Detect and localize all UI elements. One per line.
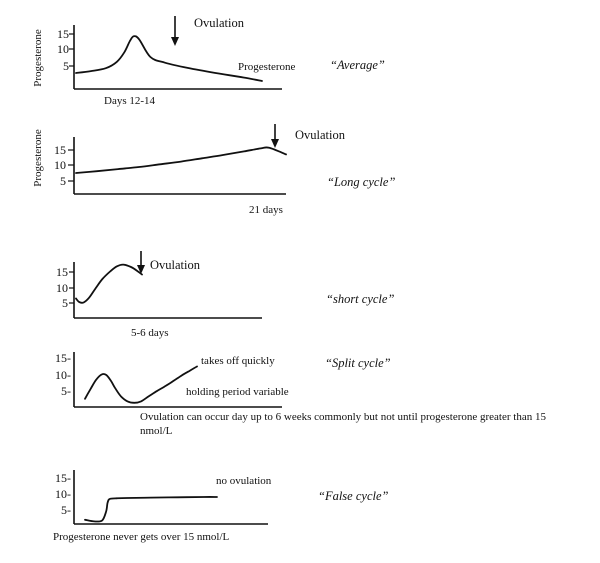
y-tick-label: 5- xyxy=(61,503,71,517)
y-tick-label: 5- xyxy=(61,384,71,398)
ovulation-label: Ovulation xyxy=(295,128,345,142)
y-tick-label: 5 xyxy=(60,174,66,188)
false-cycle-note: Progesterone never gets over 15 nmol/L xyxy=(53,531,230,543)
split-cycle-note: Ovulation can occur day up to 6 weeks commonly but not until progesterone greater than 15 nmol/L xyxy=(140,411,546,437)
ovulation-label: Ovulation xyxy=(194,16,244,30)
x-axis-label: Days 12-14 xyxy=(104,95,156,107)
progesterone-curve xyxy=(76,147,286,173)
chart-short-cycle xyxy=(56,251,394,339)
y-tick-label: 5 xyxy=(62,296,68,310)
chart-long-cycle xyxy=(32,124,395,216)
y-tick-label: 10- xyxy=(55,487,71,501)
y-tick-label: 10 xyxy=(54,158,66,172)
progesterone-curve xyxy=(85,497,217,522)
chart-split-cycle xyxy=(55,351,560,444)
y-tick-label: 15 xyxy=(56,265,68,279)
y-tick-label: 10 xyxy=(57,42,69,56)
chart-false-cycle xyxy=(53,470,389,543)
y-tick-label: 10 xyxy=(56,281,68,295)
y-tick-label: 10- xyxy=(55,368,71,382)
y-tick-label: 5 xyxy=(63,59,69,73)
series-label: Progesterone xyxy=(238,61,296,73)
ovulation-label: Ovulation xyxy=(150,258,200,272)
y-tick-label: 15 xyxy=(54,143,66,157)
cycle-title: “Long cycle” xyxy=(327,175,396,189)
arrowhead-icon xyxy=(171,37,179,46)
progesterone-curve xyxy=(85,367,197,403)
cycle-title: “short cycle” xyxy=(326,292,395,306)
note-wrapper xyxy=(140,410,560,444)
x-axis-label: 5-6 days xyxy=(131,327,169,339)
holding-period-label: holding period variable xyxy=(186,386,289,398)
takes-off-label: takes off quickly xyxy=(201,355,275,367)
cycle-title: “Split cycle” xyxy=(325,356,391,370)
cycle-title: “False cycle” xyxy=(318,489,389,503)
progesterone-curve xyxy=(76,265,142,303)
arrowhead-icon xyxy=(271,139,279,148)
cycle-title: “Average” xyxy=(330,58,385,72)
y-tick-label: 15- xyxy=(55,351,71,365)
x-axis-label: 21 days xyxy=(249,204,283,216)
y-tick-label: 15- xyxy=(55,471,71,485)
chart-average xyxy=(32,16,385,107)
y-axis-label: Progesterone xyxy=(32,29,44,87)
no-ovulation-label: no ovulation xyxy=(216,475,272,487)
progesterone-curve xyxy=(76,36,262,81)
y-axis-label: Progesterone xyxy=(32,129,44,187)
y-tick-label: 15 xyxy=(57,27,69,41)
